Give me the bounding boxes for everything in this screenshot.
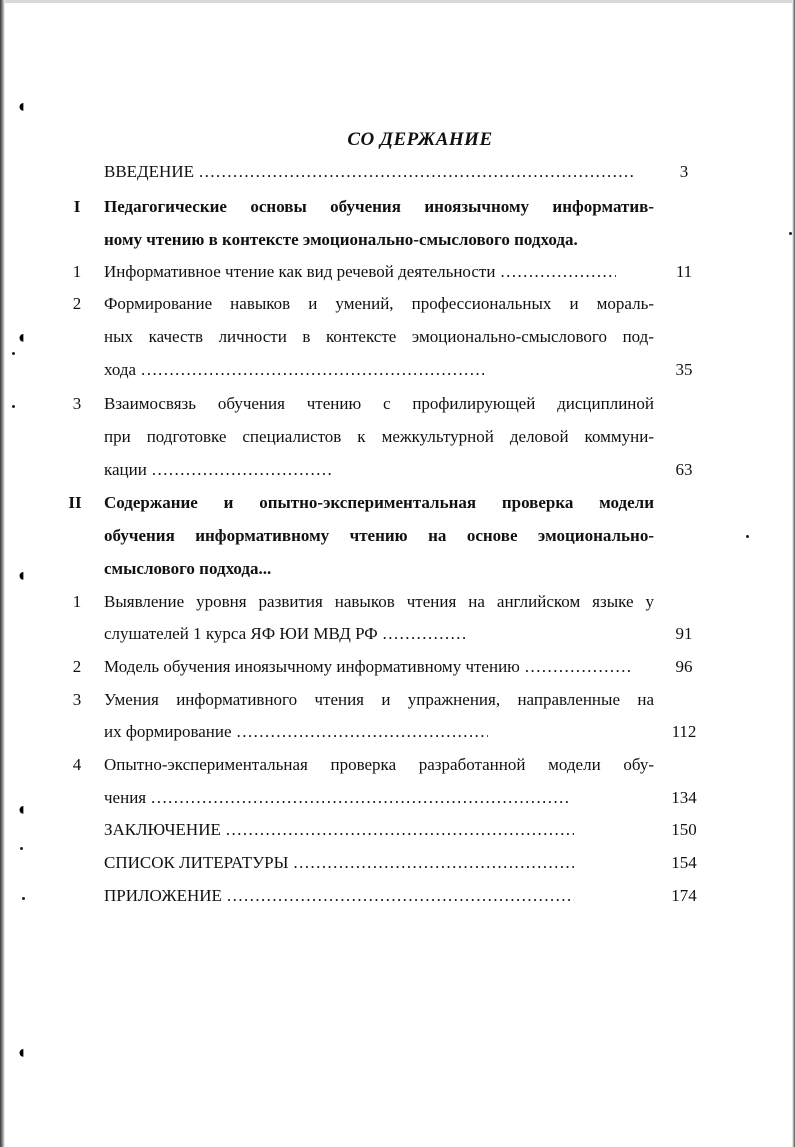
toc-entry-number: 1 <box>72 262 82 281</box>
toc-entry-text: СПИСОК ЛИТЕРАТУРЫ …………………………………………………………………………………………………………… <box>104 853 574 873</box>
toc-page-number: 174 <box>671 886 697 905</box>
toc-page-number: 96 <box>675 657 693 676</box>
toc-entry-number: 1 <box>72 592 82 611</box>
toc-entry-text: при подготовке специалистов к межкультурной деловой коммуни- <box>104 427 654 446</box>
toc-entry-number: 2 <box>72 294 82 313</box>
punch-hole-icon: ◖ <box>16 799 27 819</box>
toc-entry-text: чения …………………………………………………………………………………………………………… <box>104 788 568 808</box>
toc-entry-text: Взаимосвязь обучения чтению с профилирующей дисциплиной <box>104 394 654 413</box>
toc-page-number: 63 <box>675 460 693 479</box>
toc-page-number: 112 <box>671 722 697 741</box>
toc-entry-text: обучения информативному чтению на основе эмоционально- <box>104 526 654 545</box>
scan-speck <box>12 405 15 408</box>
toc-page-number: 11 <box>675 262 693 281</box>
scan-edge-top <box>0 0 795 3</box>
punch-hole-icon: ◖ <box>16 565 27 585</box>
toc-entry-text: Опытно-экспериментальная проверка разработанной модели обу- <box>104 755 654 774</box>
toc-entry-number: 2 <box>72 657 82 676</box>
toc-entry-text: слушателей 1 курса ЯФ ЮИ МВД РФ …………………………………………………………………………………………………………… <box>104 624 466 644</box>
toc-entry-number: 4 <box>72 755 82 774</box>
punch-hole-icon: ◖ <box>16 96 27 116</box>
toc-entry-text: Модель обучения иноязычному информативному чтению …………………………………………………………………………………………………………… <box>104 657 632 677</box>
page-title: СО ДЕРЖАНИЕ <box>347 129 493 150</box>
toc-entry-text: Педагогические основы обучения иноязычному информатив- <box>104 197 654 216</box>
toc-entry-text: Содержание и опытно-экспериментальная проверка модели <box>104 493 654 512</box>
toc-entry-number: 3 <box>72 690 82 709</box>
toc-entry-number: 3 <box>72 394 82 413</box>
toc-page-number: 3 <box>679 162 689 181</box>
punch-hole-icon: ◖ <box>16 1042 27 1062</box>
toc-entry-text: ЗАКЛЮЧЕНИЕ …………………………………………………………………………………………………………… <box>104 820 574 840</box>
toc-page-number: 35 <box>675 360 693 379</box>
scan-speck <box>22 897 25 900</box>
toc-entry-text: их формирование …………………………………………………………………………………………………………… <box>104 722 488 742</box>
toc-page-number: 150 <box>671 820 697 839</box>
toc-entry-text: ВВЕДЕНИЕ …………………………………………………………………………………………………………… <box>104 162 634 182</box>
toc-entry-text: Умения информативного чтения и упражнения, направленные на <box>104 690 654 709</box>
punch-hole-icon: ◖ <box>16 327 27 347</box>
toc-section-number: II <box>68 493 82 512</box>
scan-edge-left <box>0 0 5 1147</box>
scan-speck <box>746 535 749 538</box>
toc-entry-text: кации …………………………………………………………………………………………………………… <box>104 460 334 480</box>
scan-speck <box>12 352 15 355</box>
toc-entry-text: Информативное чтение как вид речевой деятельности …………………………………………………………………………………………………………… <box>104 262 616 282</box>
toc-entry-text: хода …………………………………………………………………………………………………………… <box>104 360 486 380</box>
toc-page-number: 91 <box>675 624 693 643</box>
toc-section-number: I <box>73 197 81 216</box>
scan-speck <box>789 232 792 235</box>
scan-speck <box>20 847 23 850</box>
toc-page-number: 134 <box>671 788 697 807</box>
toc-entry-text: Выявление уровня развития навыков чтения на английском языке у <box>104 592 654 611</box>
toc-entry-text: ному чтению в контексте эмоционально-смыслового подхода. <box>104 230 578 249</box>
toc-entry-text: Формирование навыков и умений, профессиональных и мораль- <box>104 294 654 313</box>
toc-entry-text: ПРИЛОЖЕНИЕ …………………………………………………………………………………………………………… <box>104 886 574 906</box>
toc-page-number: 154 <box>671 853 697 872</box>
toc-entry-text: ных качеств личности в контексте эмоционально-смыслового под- <box>104 327 654 346</box>
toc-entry-text: смыслового подхода... <box>104 559 272 578</box>
